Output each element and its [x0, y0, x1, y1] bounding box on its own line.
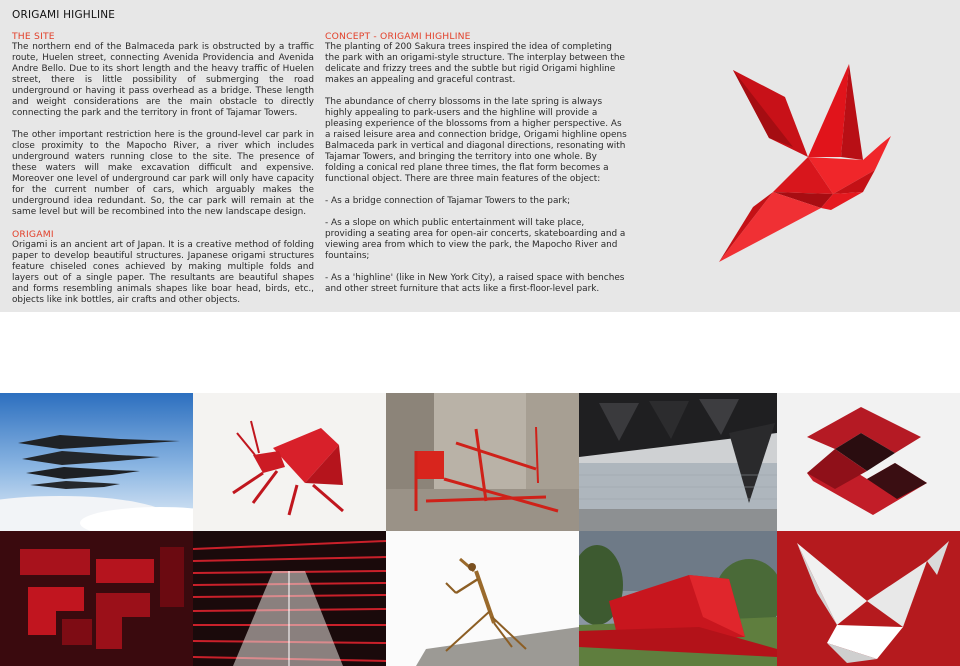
angular-canopy-photo — [579, 393, 777, 531]
white-paper-crane-photo — [777, 531, 960, 666]
site-paragraph-2: The other important restriction here is the ground-level car park in close proximity to the Mapocho River, a river which includes underground waters running close to the site. The presence of these waters will make excavation difficult and expensive. Moreover one level of underground car park will only have capacity for the current number of cars, which arguably makes the underground idea redundant. So, the car park will remain at the same level but will be recombined into the new landscape design. — [12, 130, 314, 217]
concept-paragraph-1: The planting of 200 Sakura trees inspired the idea of completing the park with an origami-style structure. The interplay between the delicate and frizzy trees and the subtle but rigid Origami highline makes an appealing and graceful contrast. — [325, 42, 625, 85]
text-panel — [0, 0, 960, 312]
red-origami-mantis-photo — [193, 393, 386, 531]
site-heading: THE SITE — [12, 31, 55, 42]
origami-paragraph: Origami is an ancient art of Japan. It is a creative method of folding paper to develop beautiful structures. Japanese origami structures feature chiseled cones achieved by making multiple folds and layers out of a single paper. The resultants are beautiful shapes and forms resembling animals shapes like boar head, birds, etc., objects like ink bottles, air crafts and other objects. — [12, 240, 314, 305]
site-paragraph-1: The northern end of the Balmaceda park is obstructed by a traffic route, Huelen street, connecting Avenida Providencia and Avenida Andre Bello. Due to its short length and the heavy traffic of Huelen street, there is little possibility of submerging the road underground or having it pass overhead as a bridge. These length and weight considerations are the main obstacle to directly connecting the park and the territory in front of Tajamar Towers. — [12, 42, 314, 118]
red-abstract-shapes-image — [0, 531, 193, 666]
origami-bird-icon — [713, 52, 893, 267]
left-column — [12, 31, 314, 306]
concept-feature-1: - As a bridge connection of Tajamar Towers to the park; — [325, 196, 571, 206]
image-gallery — [0, 393, 960, 666]
concept-paragraph-2: The abundance of cherry blossoms in the late spring is always highly appealing to park-users and the highline will provide a pleasing experience of the blossoms from a higher perspective. As a raised leisure area and connection bridge, Origami highline opens Balmaceda park in vertical and diagonal directions, resonating with Tajamar Towers, and bringing the territory into one whole. By folding a conical red plane three times, the flat form becomes a functional object. There are three main features of the object: — [325, 97, 627, 184]
page-title: ORIGAMI HIGHLINE — [12, 9, 116, 21]
red-pavilion-photo — [579, 531, 777, 666]
stealth-jets-photo — [0, 393, 193, 531]
concept-feature-3: - As a 'highline' (like in New York City), a raised space with benches and other street furniture that acts like a first-floor-level park. — [325, 273, 625, 294]
concept-feature-2: - As a slope on which public entertainment will take place, providing a seating area for open-air concerts, skateboarding and a viewing area from which to view the park, the Mapocho River and fountains; — [325, 218, 626, 261]
middle-column — [325, 31, 627, 295]
praying-mantis-photo — [386, 531, 579, 666]
red-stripes-perspective-image — [193, 531, 386, 666]
red-3d-logo-image — [777, 393, 960, 531]
origami-heading: ORIGAMI — [12, 229, 54, 240]
concept-heading: CONCEPT - ORIGAMI HIGHLINE — [325, 31, 471, 42]
red-steel-sculpture-photo — [386, 393, 579, 531]
